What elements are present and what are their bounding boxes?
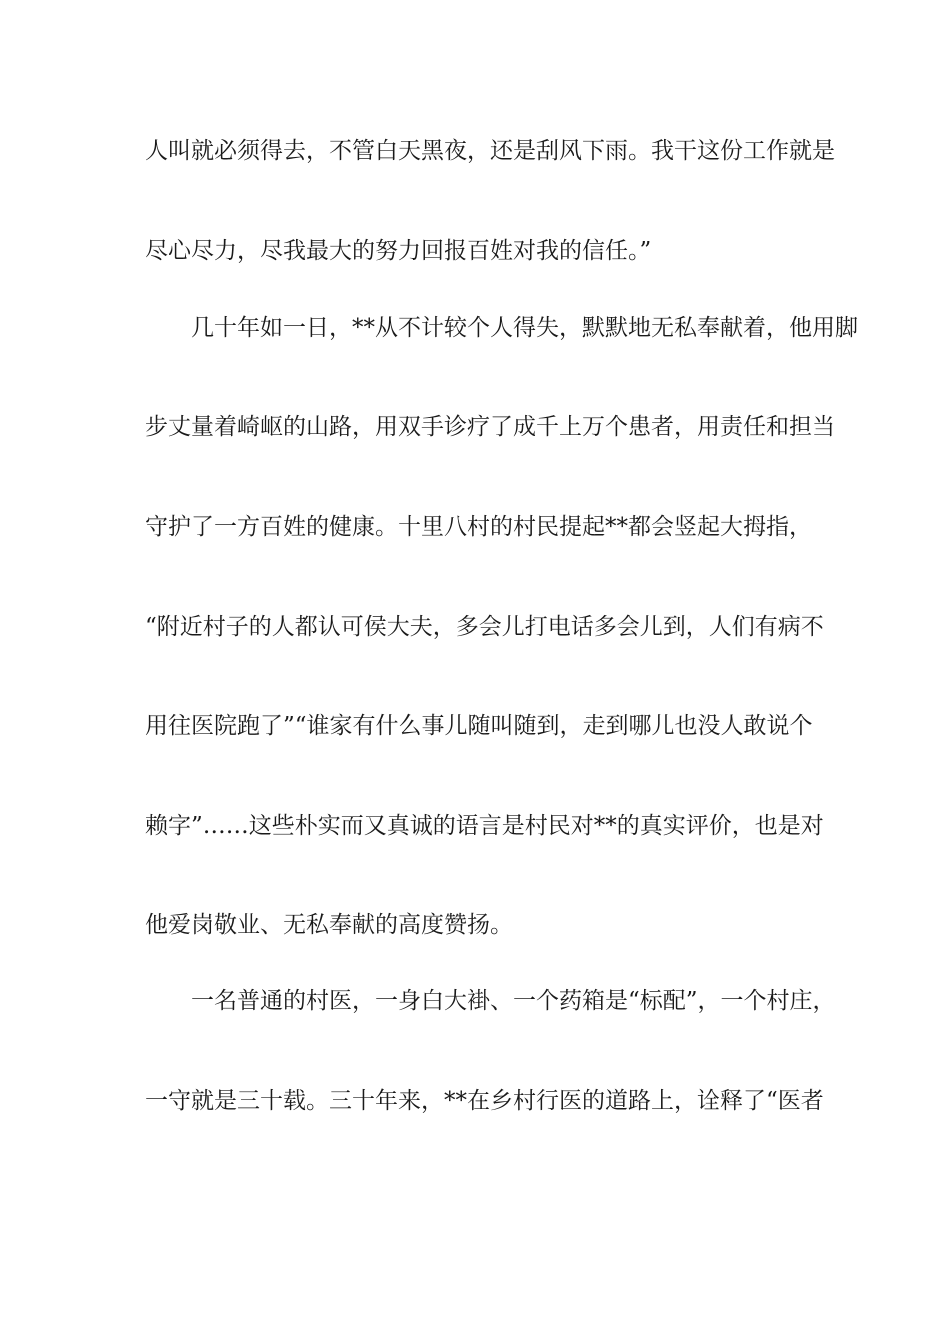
text-line-8: 赖字”……这些朴实而又真诚的语言是村民对**的真实评价，也是对 bbox=[145, 813, 824, 839]
text-line-7: 用往医院跑了”“谁家有什么事儿随叫随到，走到哪儿也没人敢说个 bbox=[145, 713, 813, 739]
paragraph-start-line-3: 几十年如一日，**从不计较个人得失，默默地无私奉献着，他用脚 bbox=[191, 315, 858, 341]
text-line-11: 一守就是三十载。三十年来，**在乡村行医的道路上，诠释了“医者 bbox=[145, 1088, 824, 1114]
text-line-4: 步丈量着崎岖的山路，用双手诊疗了成千上万个患者，用责任和担当 bbox=[145, 414, 835, 440]
text-line-5: 守护了一方百姓的健康。十里八村的村民提起**都会竖起大拇指， bbox=[145, 514, 812, 540]
text-line-1: 人叫就必须得去，不管白天黑夜，还是刮风下雨。我干这份工作就是 bbox=[145, 138, 835, 164]
text-line-6: “附近村子的人都认可侯大夫，多会儿打电话多会儿到，人们有病不 bbox=[145, 614, 824, 640]
paragraph-start-line-10: 一名普通的村医，一身白大褂、一个药箱是“标配”，一个村庄， bbox=[191, 988, 836, 1014]
text-line-2: 尽心尽力，尽我最大的努力回报百姓对我的信任。” bbox=[145, 238, 652, 264]
text-line-9: 他爱岗敬业、无私奉献的高度赞扬。 bbox=[145, 912, 513, 938]
